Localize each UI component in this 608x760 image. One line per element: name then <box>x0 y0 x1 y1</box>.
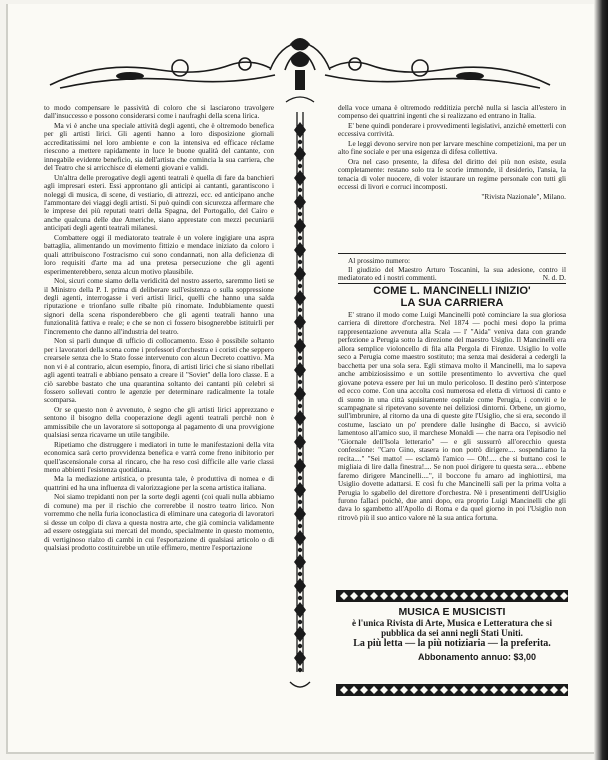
article-paragraph: E' strano il modo come Luigi Mancinelli potè cominciare la sua gloriosa carriera di direttore d'orchestra. Nel 1874 — pochi mesi dopo la prima rappresentazione avvenuta alla Scala — l' "Aida" veniva data con grande perfezione a Perugia sotto la direzione del maestro Usiglio. Il Mancinelli era allora semplice violoncello di fila alla Pergola di Firenze. Usiglio lo volle seco a Perugia come maestro sostituto; ma senza mai desiderai a cedergli la bacchetta per una sola sera. Egli stimava molto il Mancinelli, ma lo sapeva anche ambiziosissimo e un sottile presentimento lo avvertiva che quel giovane poteva essere per lui un mulo pericoloso. Il destino però s'interpose ed ecco come. Con una accolta così numerosa ed eletta di virtuosi di canto e di suono in una città squisitamente ospitale come Perugia, i conviti e le scampagnate si ripetevano sovente nei deliziosi dintorni. Orbene, un giorno, sull'imbrunire, al ritorno da una di queste gite l'Usiglio, che si era, secondo il costume, lasciato un po' prendere dalle lusinghe di Bacco, si avviciò lamentoso all'amico suo, il marchese Monaldi — che narra ora l'episodio nel "Giornale dell'Isola letterario" — e gli sussurrò all'orecchio questa confessione: "Caro Gino, stasera io non potrò dirigere.... sospendiamo la recita...." "Sei matto! — esclamò l'amico — Oh!.... che si buttano così le migliaia di lire dalla finestra!.... Se non puoi dirigere tu questa sera.... ebbene faremo dirigere Mancinelli....", il boccone fu amaro ad inghiottirsi, ma Usiglio dovette adattarsi. E così fu che Mancinelli salì per la prima volta a Perugia lo sgabello del direttore d'orchestra. Nè i presentimenti dell'Usiglio furono fallaci poichè, due anni dopo, era proprio Luigi Mancinelli che gli dava lo sgambetto all'Apollo di Roma e da quel giorno in poi l'Usiglio non ritrovò più il suo antico valore nè la sua antica fortuna. <box>338 311 566 522</box>
right-column-text <box>338 104 566 256</box>
ad-line1: è l'unica Rivista di Arte, Musica e Letteratura che si pubblica da sei anni negli Stati Uniti. <box>352 618 552 638</box>
ad-title: MUSICA E MUSICISTI <box>398 606 506 618</box>
note-text: Il giudizio del Maestro Arturo Toscanini, la sua adesione, contro il mediatorato ed i nostri commenti. <box>338 265 566 283</box>
decorative-band-top <box>336 590 568 602</box>
article-title-line2: LA SUA CARRIERA <box>400 296 504 309</box>
left-paragraph: Or se questo non è avvenuto, è segno che gli artisti lirici apprezzano e sentono il bisogno della cooperazione degli agenti teatrali perchè non è ammissibile che un lavoratore si sottoponga al pagamento di una provvigione qualsiasi senza ricavarne un utile tangibile. <box>44 404 274 440</box>
ad-price: Abbonamento annuo: $3,00 <box>417 652 536 662</box>
note-label: Al prossimo numero: <box>348 256 411 265</box>
note-initials: N. d. D. <box>542 273 566 283</box>
advertisement <box>338 606 566 662</box>
right-paragraph: E' bene quindi ponderare i provvedimenti legislativi, anzichè emetterli con eccessiva corrività. <box>338 120 566 139</box>
left-paragraph: Un'altra delle prerogative degli agenti teatrali è quella di fare da banchieri agli impresari esteri. Essi approntano gli anticipi ai cantanti, garantiscono i noleggi di musica, di scene, di vestiario, di attrezzi, ecc. ed anticipano anche l'ammontare dei viaggi degli artisti. Si può quindi con sicurezza affermare che le imprese dei più reputati teatri della Spagna, del Portogallo, del Cairo e anche qualcuna delle due Americhe, siano apprestate con mezzi pecuniarii anticipati degli agenti teatrali milanesi. <box>44 172 274 233</box>
rule-mid <box>338 283 566 284</box>
ad-line2: La più letta — la più notiziaria — la preferita. <box>353 638 551 649</box>
article-title <box>338 286 566 309</box>
rule-top <box>338 253 566 254</box>
left-paragraph: Ripetiamo che distruggere i mediatori in tutte le manifestazioni della vita economica sarà certo provvidenza benefica e varrà come freno inibitorio per quell'ascensionale corsa al rincaro, che ha reso così difficile alle varie classi meno abbienti l'esistenza quotidiana. <box>44 439 274 475</box>
page-edge-shadow <box>594 0 608 760</box>
note-text-wrap <box>338 266 566 283</box>
right-paragraph: Le leggi devono servire non per larvare meschine competizioni, ma per un alto fine sociale e per una esigenza di difesa collettiva. <box>338 138 566 157</box>
left-paragraph: Ma vi è anche una speciale attività degli agenti, che è oltremodo benefica per gli artisti lirici. Gli agenti hanno a loro disposizione giornali accreditatissimi nel loro ambiente e con la intensiva ed efficace réclame riescono a mettere rapidamente in luce le buone qualità del cantante, con innegabile evidente beneficio, sia dell'artista che comincia la sua carriera, che del Teatro che si arricchisce di elementi giovani e validi. <box>44 120 274 173</box>
article-body <box>338 311 566 589</box>
left-paragraph: Ma la mediazione artistica, o presunta tale, è produttiva di nomea e di quattrini ed ha una influenza di valorizzagione per la scena artistica italiana. <box>44 474 274 492</box>
left-paragraph: Non si parli dunque di ufficio di collocamento. Esso è possibile soltanto per i lavoratori della scena come i professori d'orchestra e i coristi che seppero crearsele senza che lo Stato fosse intervenuto con alcun Decreto coattivo. Ma non vi è al contrario, alcun esempio, finora, di artisti lirici che si siano ribellati agli agenti teatrali e abbiano pensato a creare il "Soviet" della loro classe. E a ciò sarebbe bastato che una quarantina soltanto dei cantanti più celebri si fossero sollevati contro le agenzie per determinare radicalmente la totale scomparsa. <box>44 336 274 405</box>
decorative-band-bottom <box>336 684 568 696</box>
header-ornament <box>40 30 560 100</box>
article-title-line1: COME L. MANCINELLI INIZIO' <box>373 285 531 297</box>
left-paragraph: Noi siamo trepidanti non per la sorte degli agenti (coi quali nulla abbiamo di comune) ma per il rischio che correrebbe il nostro teatro lirico. Non vorremmo che nella furia iconoclastica di eliminare una categoria di lavoratori si desse un colpo di clava a questa nostra arte, che già comincia validamente ad essere osteggiata sui mercati del mondo, specialmente in questo momento, di vertiginoso rialzo di cambi in cui l'esportazione di qualsiasi articolo o di qualsiasi prodotto costituirebbe un utile effimero, mentre l'esportazione <box>44 492 274 553</box>
right-paragraph: Ora nel caso presente, la difesa del diritto dei più non esiste, esula completamente: restano solo tra le scorie immonde, il desiderio, l'ansia, la tenacia di voler nuocere, di voler istaurare un regime personale con tutti gli eccessi di livori e corruci incomposti. <box>338 156 566 192</box>
ornamental-column-divider <box>280 92 320 698</box>
left-paragraph: Noi, sicuri come siamo della veridicità del nostro asserto, saremmo lieti se il Ministro della P. I. prima di deliberare sull'esistenza o sulla soppressione degli agenti, interrogasse i veri artisti lirici, quelli che hanno una salda riputazione e trionfano sulle ribalte più rinomate. Indubbiamente questi signori della scena risponderebbero che gli agenti teatrali hanno una funzionalità fattiva e reale; e che se non ci fossero bisognerebbe istituirli per l'incremento che danno all'industria del teatro. <box>44 276 274 336</box>
left-paragraph: to modo compensare le passività di coloro che si lasciarono travolgere dall'insuccesso e possono considerarsi come i naufraghi della scena lirica. <box>44 104 274 121</box>
right-paragraph: della voce umana è oltremodo redditizia perchè nulla si lascia all'estero in compenso dei quattrini ingenti che si realizzano ed entrano in Italia. <box>338 104 566 121</box>
left-column-text <box>44 104 274 714</box>
signature: "Rivista Nazionale", Milano. <box>481 191 566 201</box>
left-paragraph: Combattere oggi il mediatorato teatrale è un volere ingigiare una aspra battaglia, alimentando un movimento fittizio e mendace iniziato da coloro i quali attribuiscono l'ostracismo cui sono condannati, non alla deficienza di loro requisiti d'arte ma ad una pretesa persecuzione che gli agenti esperimenterebbero, senza alcun motivo plausibile. <box>44 232 274 276</box>
